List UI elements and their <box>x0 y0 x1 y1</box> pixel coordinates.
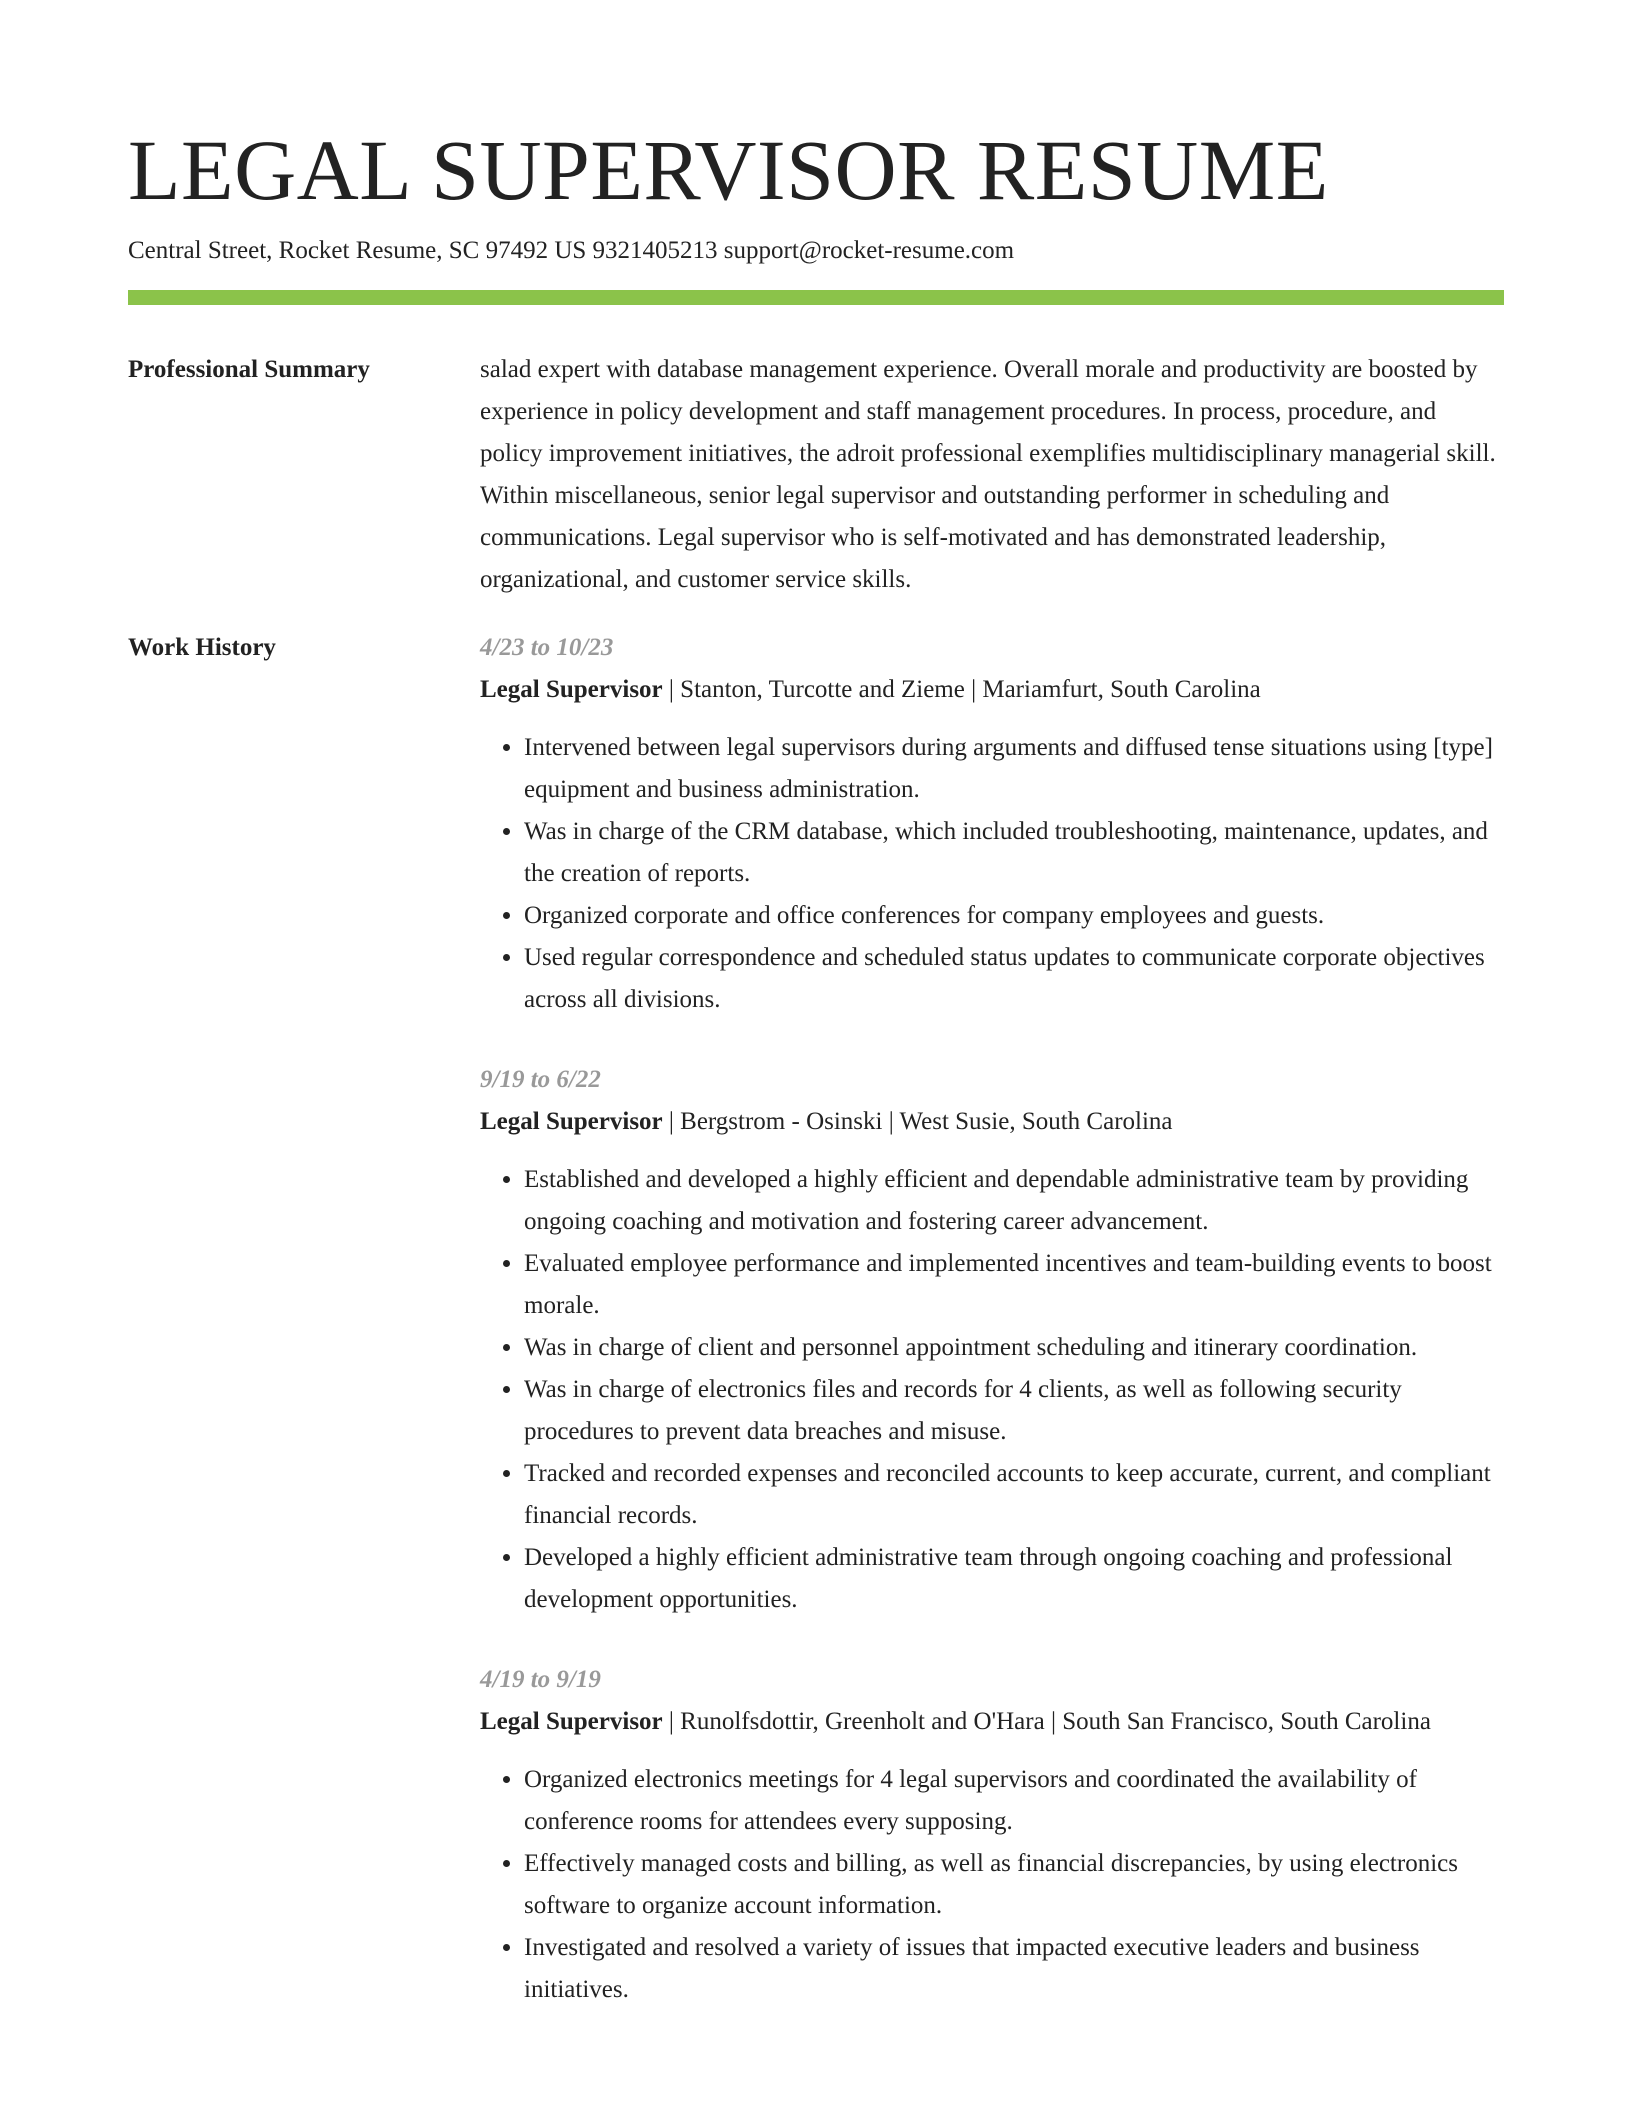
job-bullet: • Organized corporate and office conferences for company employees and guests. <box>524 895 1504 937</box>
work-history-label: Work History <box>128 634 276 661</box>
summary-label: Professional Summary <box>128 356 370 383</box>
job-title: Legal Supervisor <box>480 676 663 703</box>
job-details: | Stanton, Turcotte and Zieme | Mariamfurt, South Carolina <box>662 676 1261 703</box>
job-bullets <box>480 1759 1504 2011</box>
work-history-list <box>480 627 1504 2049</box>
job-bullet: • Established and developed a highly efficient and dependable administrative team by providing ongoing coaching and motivation and fostering career advancement. <box>524 1159 1504 1243</box>
contact-address: Central Street, Rocket Resume, SC 97492 US <box>128 237 587 264</box>
contact-email: support@rocket-resume.com <box>723 237 1015 264</box>
job-dates: 4/19 to 9/19 <box>480 1666 601 1693</box>
job-bullet: • Intervened between legal supervisors during arguments and diffused tense situations using [type] equipment and business administration. <box>524 727 1504 811</box>
job-entry <box>480 1059 1504 1621</box>
job-dates: 9/19 to 6/22 <box>480 1066 601 1093</box>
job-bullet: • Organized electronics meetings for 4 legal supervisors and coordinated the availability of conference rooms for attendees every supposing. <box>524 1759 1504 1843</box>
job-bullet: • Tracked and recorded expenses and reconciled accounts to keep accurate, current, and compliant financial records. <box>524 1453 1504 1537</box>
job-bullet: • Effectively managed costs and billing, as well as financial discrepancies, by using electronics software to organize account information. <box>524 1843 1504 1927</box>
work-history-section <box>128 635 1504 2049</box>
job-heading <box>480 1101 1504 1143</box>
job-title: Legal Supervisor <box>480 1708 663 1735</box>
job-bullet: • Was in charge of client and personnel appointment scheduling and itinerary coordination. <box>524 1327 1504 1369</box>
header-divider <box>128 290 1504 305</box>
job-heading <box>480 669 1504 711</box>
job-details: | Runolfsdottir, Greenholt and O'Hara | South San Francisco, South Carolina <box>662 1708 1431 1735</box>
contact-phone: 9321405213 <box>592 237 718 264</box>
job-bullets <box>480 727 1504 1021</box>
job-bullet: • Used regular correspondence and scheduled status updates to communicate corporate objectives across all divisions. <box>524 937 1504 1021</box>
job-entry <box>480 627 1504 1021</box>
summary-section <box>128 357 1504 601</box>
job-bullet: • Was in charge of the CRM database, which included troubleshooting, maintenance, updates, and the creation of reports. <box>524 811 1504 895</box>
job-bullet: • Evaluated employee performance and implemented incentives and team-building events to boost morale. <box>524 1243 1504 1327</box>
resume-page <box>128 118 1504 2049</box>
job-heading <box>480 1701 1504 1743</box>
page-title: LEGAL SUPERVISOR RESUME <box>128 122 1329 218</box>
job-title: Legal Supervisor <box>480 1108 663 1135</box>
contact-line <box>128 234 1504 268</box>
job-details: | Bergstrom - Osinski | West Susie, South Carolina <box>662 1108 1173 1135</box>
job-bullet: • Developed a highly efficient administrative team through ongoing coaching and professional development opportunities. <box>524 1537 1504 1621</box>
job-entry <box>480 1659 1504 2011</box>
job-bullet: • Investigated and resolved a variety of issues that impacted executive leaders and business initiatives. <box>524 1927 1504 2011</box>
job-dates: 4/23 to 10/23 <box>480 634 614 661</box>
job-bullets <box>480 1159 1504 1621</box>
job-bullet: • Was in charge of electronics files and records for 4 clients, as well as following security procedures to prevent data breaches and misuse. <box>524 1369 1504 1453</box>
summary-text: salad expert with database management experience. Overall morale and productivity are boosted by experience in policy development and staff management procedures. In process, procedure, and policy improvement initiatives, the adroit professional exemplifies multidisciplinary managerial skill. Within miscellaneous, senior legal supervisor and outstanding performer in scheduling and communications. Legal supervisor who is self-motivated and has demonstrated leadership, organizational, and customer service skills. <box>480 356 1496 593</box>
